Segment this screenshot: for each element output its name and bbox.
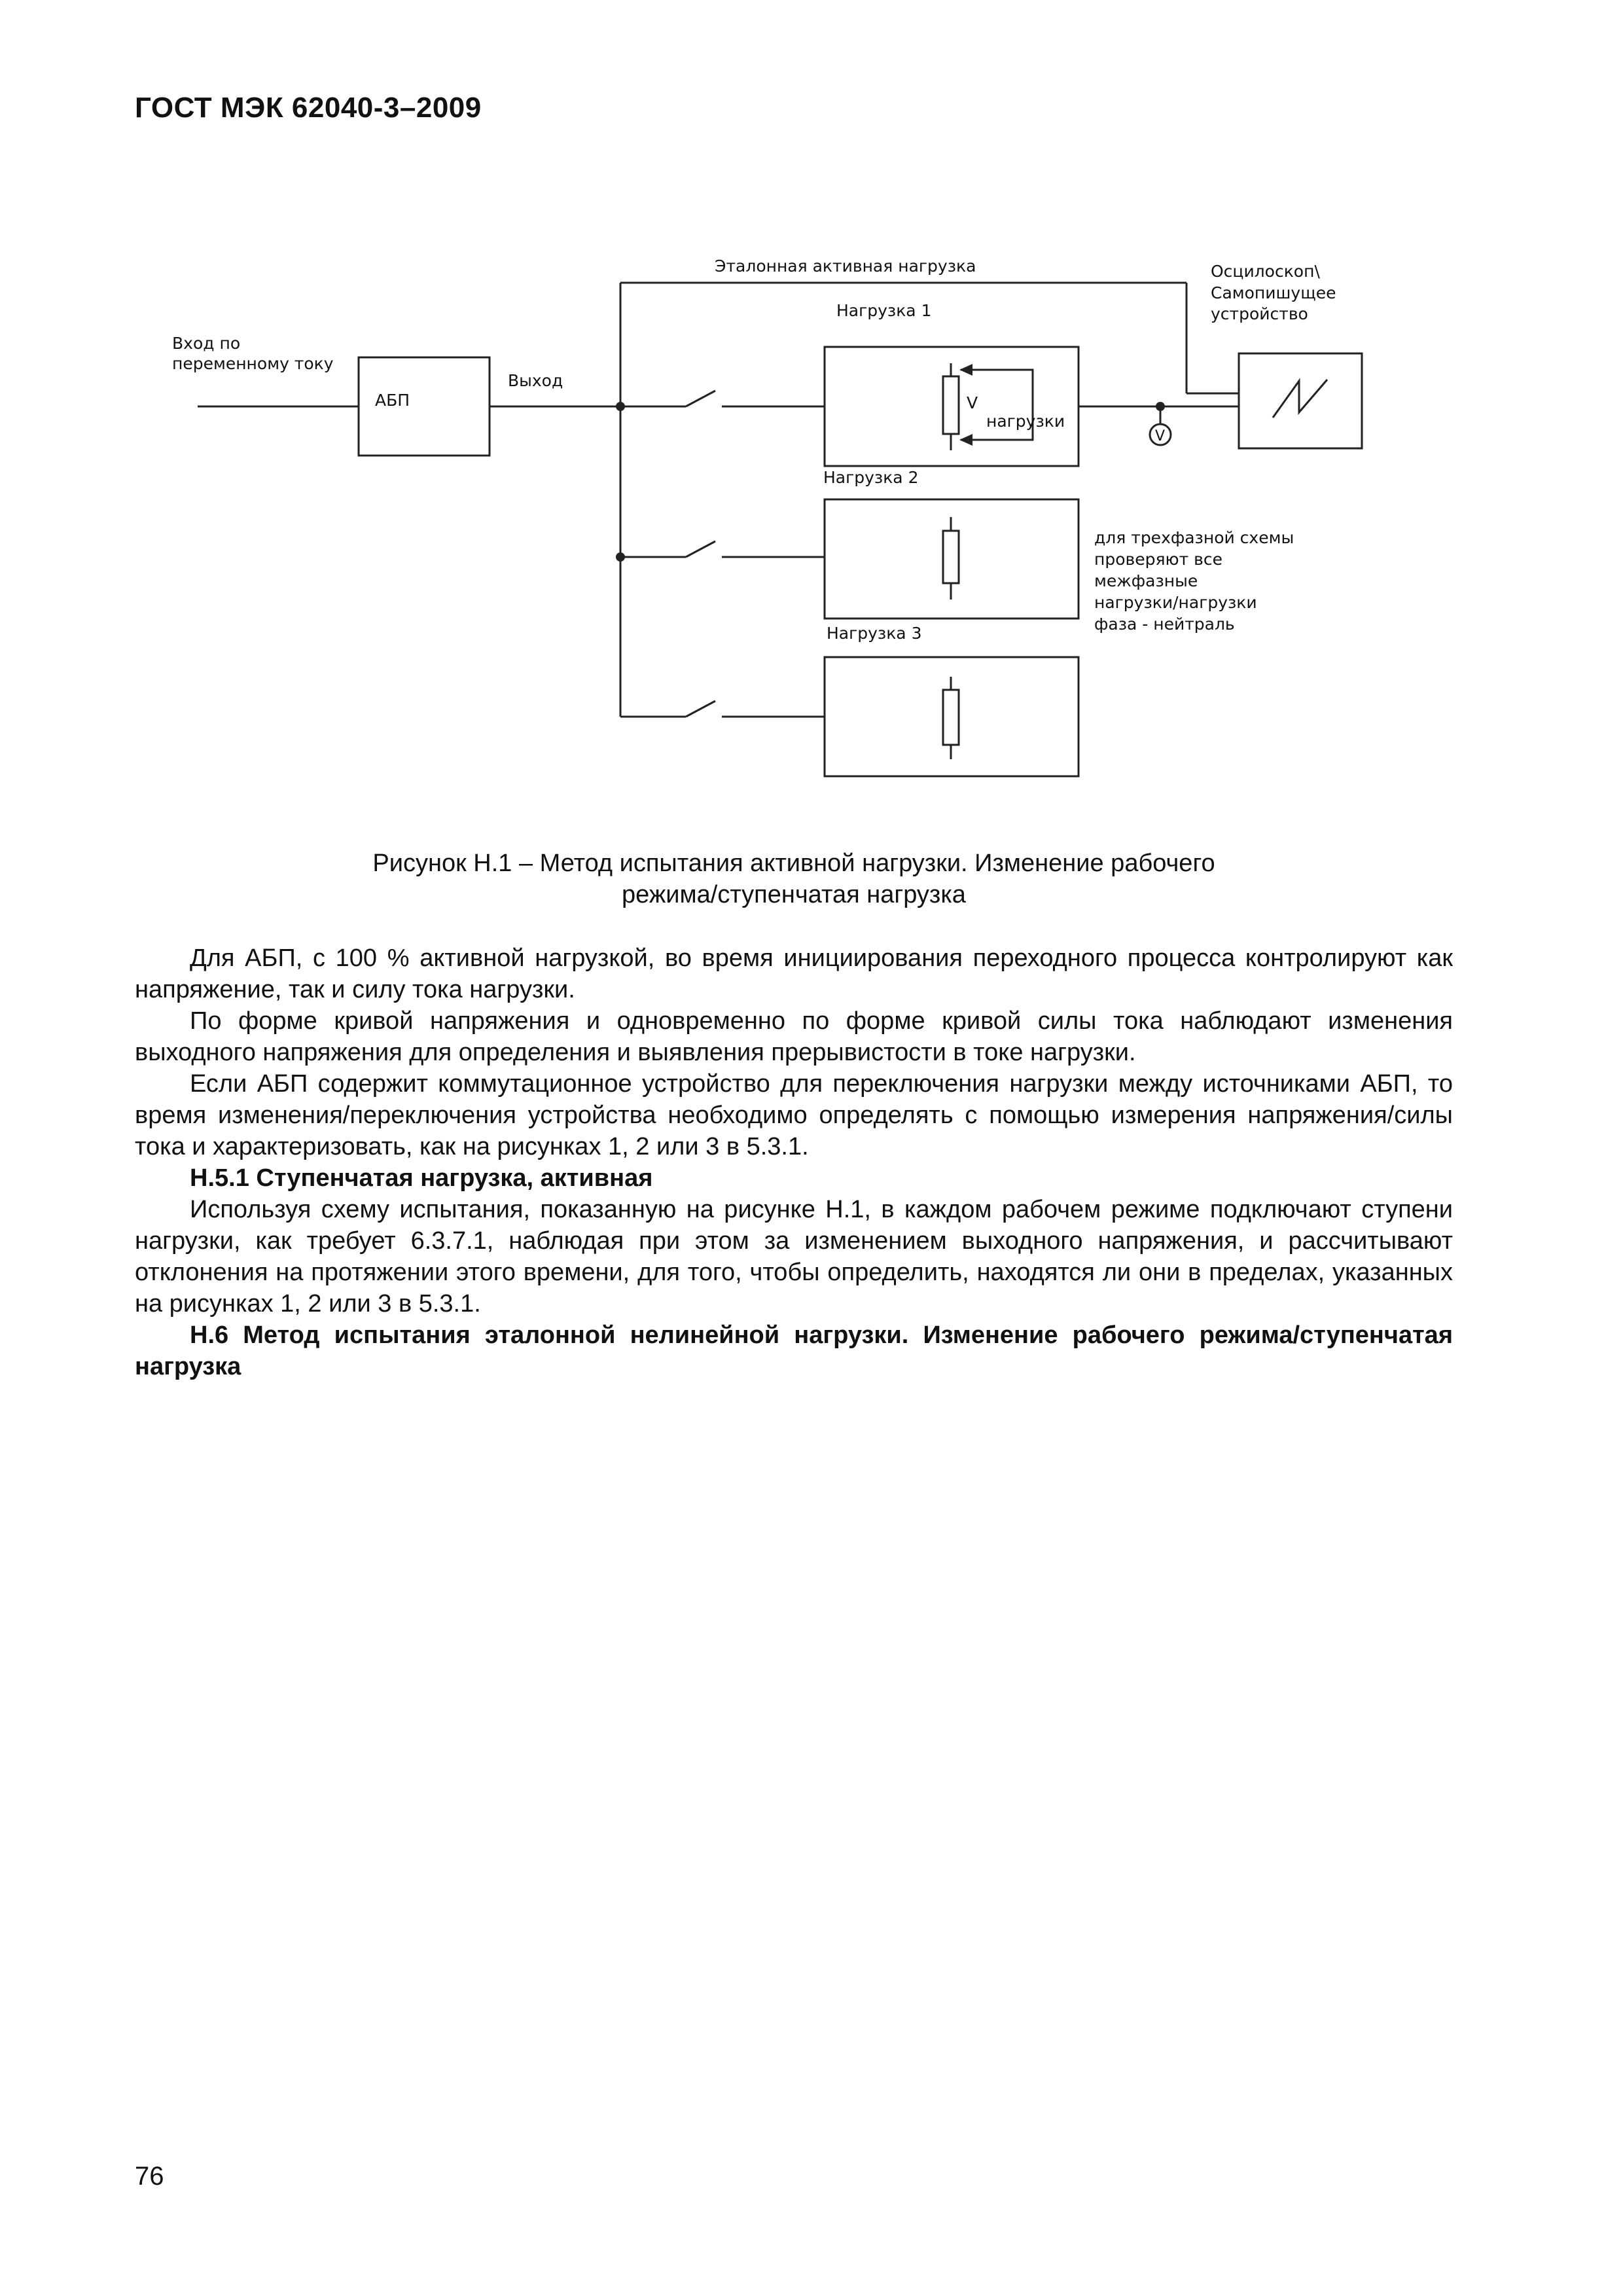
resistor-3	[943, 690, 959, 745]
paragraph-2: По форме кривой напряжения и одновременно по форме кривой силы тока наблюдают изменения выходного напряжения для определения и выявления прерывистости в токе нагрузки.	[135, 1007, 1453, 1066]
section-heading-h5-1: Н.5.1 Ступенчатая нагрузка, активная	[190, 1164, 653, 1192]
v-symbol: V	[967, 393, 978, 412]
paragraph-4: Используя схему испытания, показанную на рисунке Н.1, в каждом рабочем режиме подключают ступени нагрузки, как требует 6.3.7.1, наблюдая при этом за изменением выходного напряжения, и рассчитывают отклонения на протяжении этого времени, для того, чтобы определить, находятся ли они в пределах, указанных на рисунках 1, 2 или 3 в 5.3.1.	[135, 1196, 1453, 1318]
note-line-1: для трехфазной схемы	[1094, 528, 1294, 547]
scope-label-line-3: устройство	[1211, 304, 1308, 323]
page-number: 76	[135, 2162, 164, 2191]
load-1-label: Нагрузка 1	[836, 301, 932, 320]
note-line-3: межфазные	[1094, 571, 1198, 590]
resistor-2	[943, 531, 959, 583]
paragraph-1: Для АБП, с 100 % активной нагрузкой, во время инициирования переходного процесса контролируют как напряжение, так и силу тока нагрузки.	[135, 944, 1453, 1003]
note-line-4: нагрузки/нагрузки	[1094, 593, 1257, 612]
arrow-top	[959, 364, 972, 376]
arrow-bottom	[959, 434, 972, 446]
figure-h1-circuit-diagram	[0, 0, 1623, 851]
junction-output	[616, 402, 625, 411]
section-heading-h6: Н.6 Метод испытания эталонной нелинейной нагрузки. Изменение рабочего режима/ступенчатая нагрузка	[135, 1321, 1453, 1380]
scope-label-line-2: Самопишущее	[1211, 283, 1336, 302]
junction-voltmeter	[1156, 402, 1165, 411]
input-label-line-1: Вход по	[172, 334, 241, 353]
note-line-5: фаза - нейтраль	[1094, 615, 1235, 634]
document-header: ГОСТ МЭК 62040-3–2009	[135, 92, 482, 124]
circuit-diagram	[0, 0, 1623, 851]
paragraph-3: Если АБП содержит коммутационное устройство для переключения нагрузки между источниками АБП, то время изменения/переключения устройства необходимо определять с помощью измерения напряжения/силы тока и характеризовать, как на рисунках 1, 2 или 3 в 5.3.1.	[135, 1070, 1453, 1160]
load-2-label: Нагрузка 2	[823, 468, 919, 487]
input-label-line-2: переменному току	[172, 354, 334, 373]
resistor-1	[943, 376, 959, 434]
oscilloscope-trace	[1273, 380, 1327, 418]
caption-line-2: режима/ступенчатая нагрузка	[622, 881, 966, 908]
load-voltage-label: нагрузки	[986, 412, 1065, 431]
voltmeter-symbol: V	[1155, 428, 1166, 444]
figure-caption	[135, 848, 1453, 910]
body-text	[135, 942, 1453, 1382]
reference-load-label: Эталонная активная нагрузка	[715, 257, 976, 276]
scope-label-line-1: Осцилоскоп\	[1211, 262, 1320, 281]
load-3-label: Нагрузка 3	[827, 624, 922, 643]
output-label: Выход	[508, 371, 563, 390]
switch-2	[686, 541, 715, 557]
ups-label: АБП	[375, 391, 410, 410]
junction-branch-2	[616, 552, 625, 562]
switch-3	[686, 701, 715, 717]
note-line-2: проверяют все	[1094, 550, 1222, 569]
switch-1	[686, 391, 715, 406]
oscilloscope-box	[1239, 353, 1362, 448]
caption-line-1: Рисунок Н.1 – Метод испытания активной нагрузки. Изменение рабочего	[372, 850, 1215, 877]
